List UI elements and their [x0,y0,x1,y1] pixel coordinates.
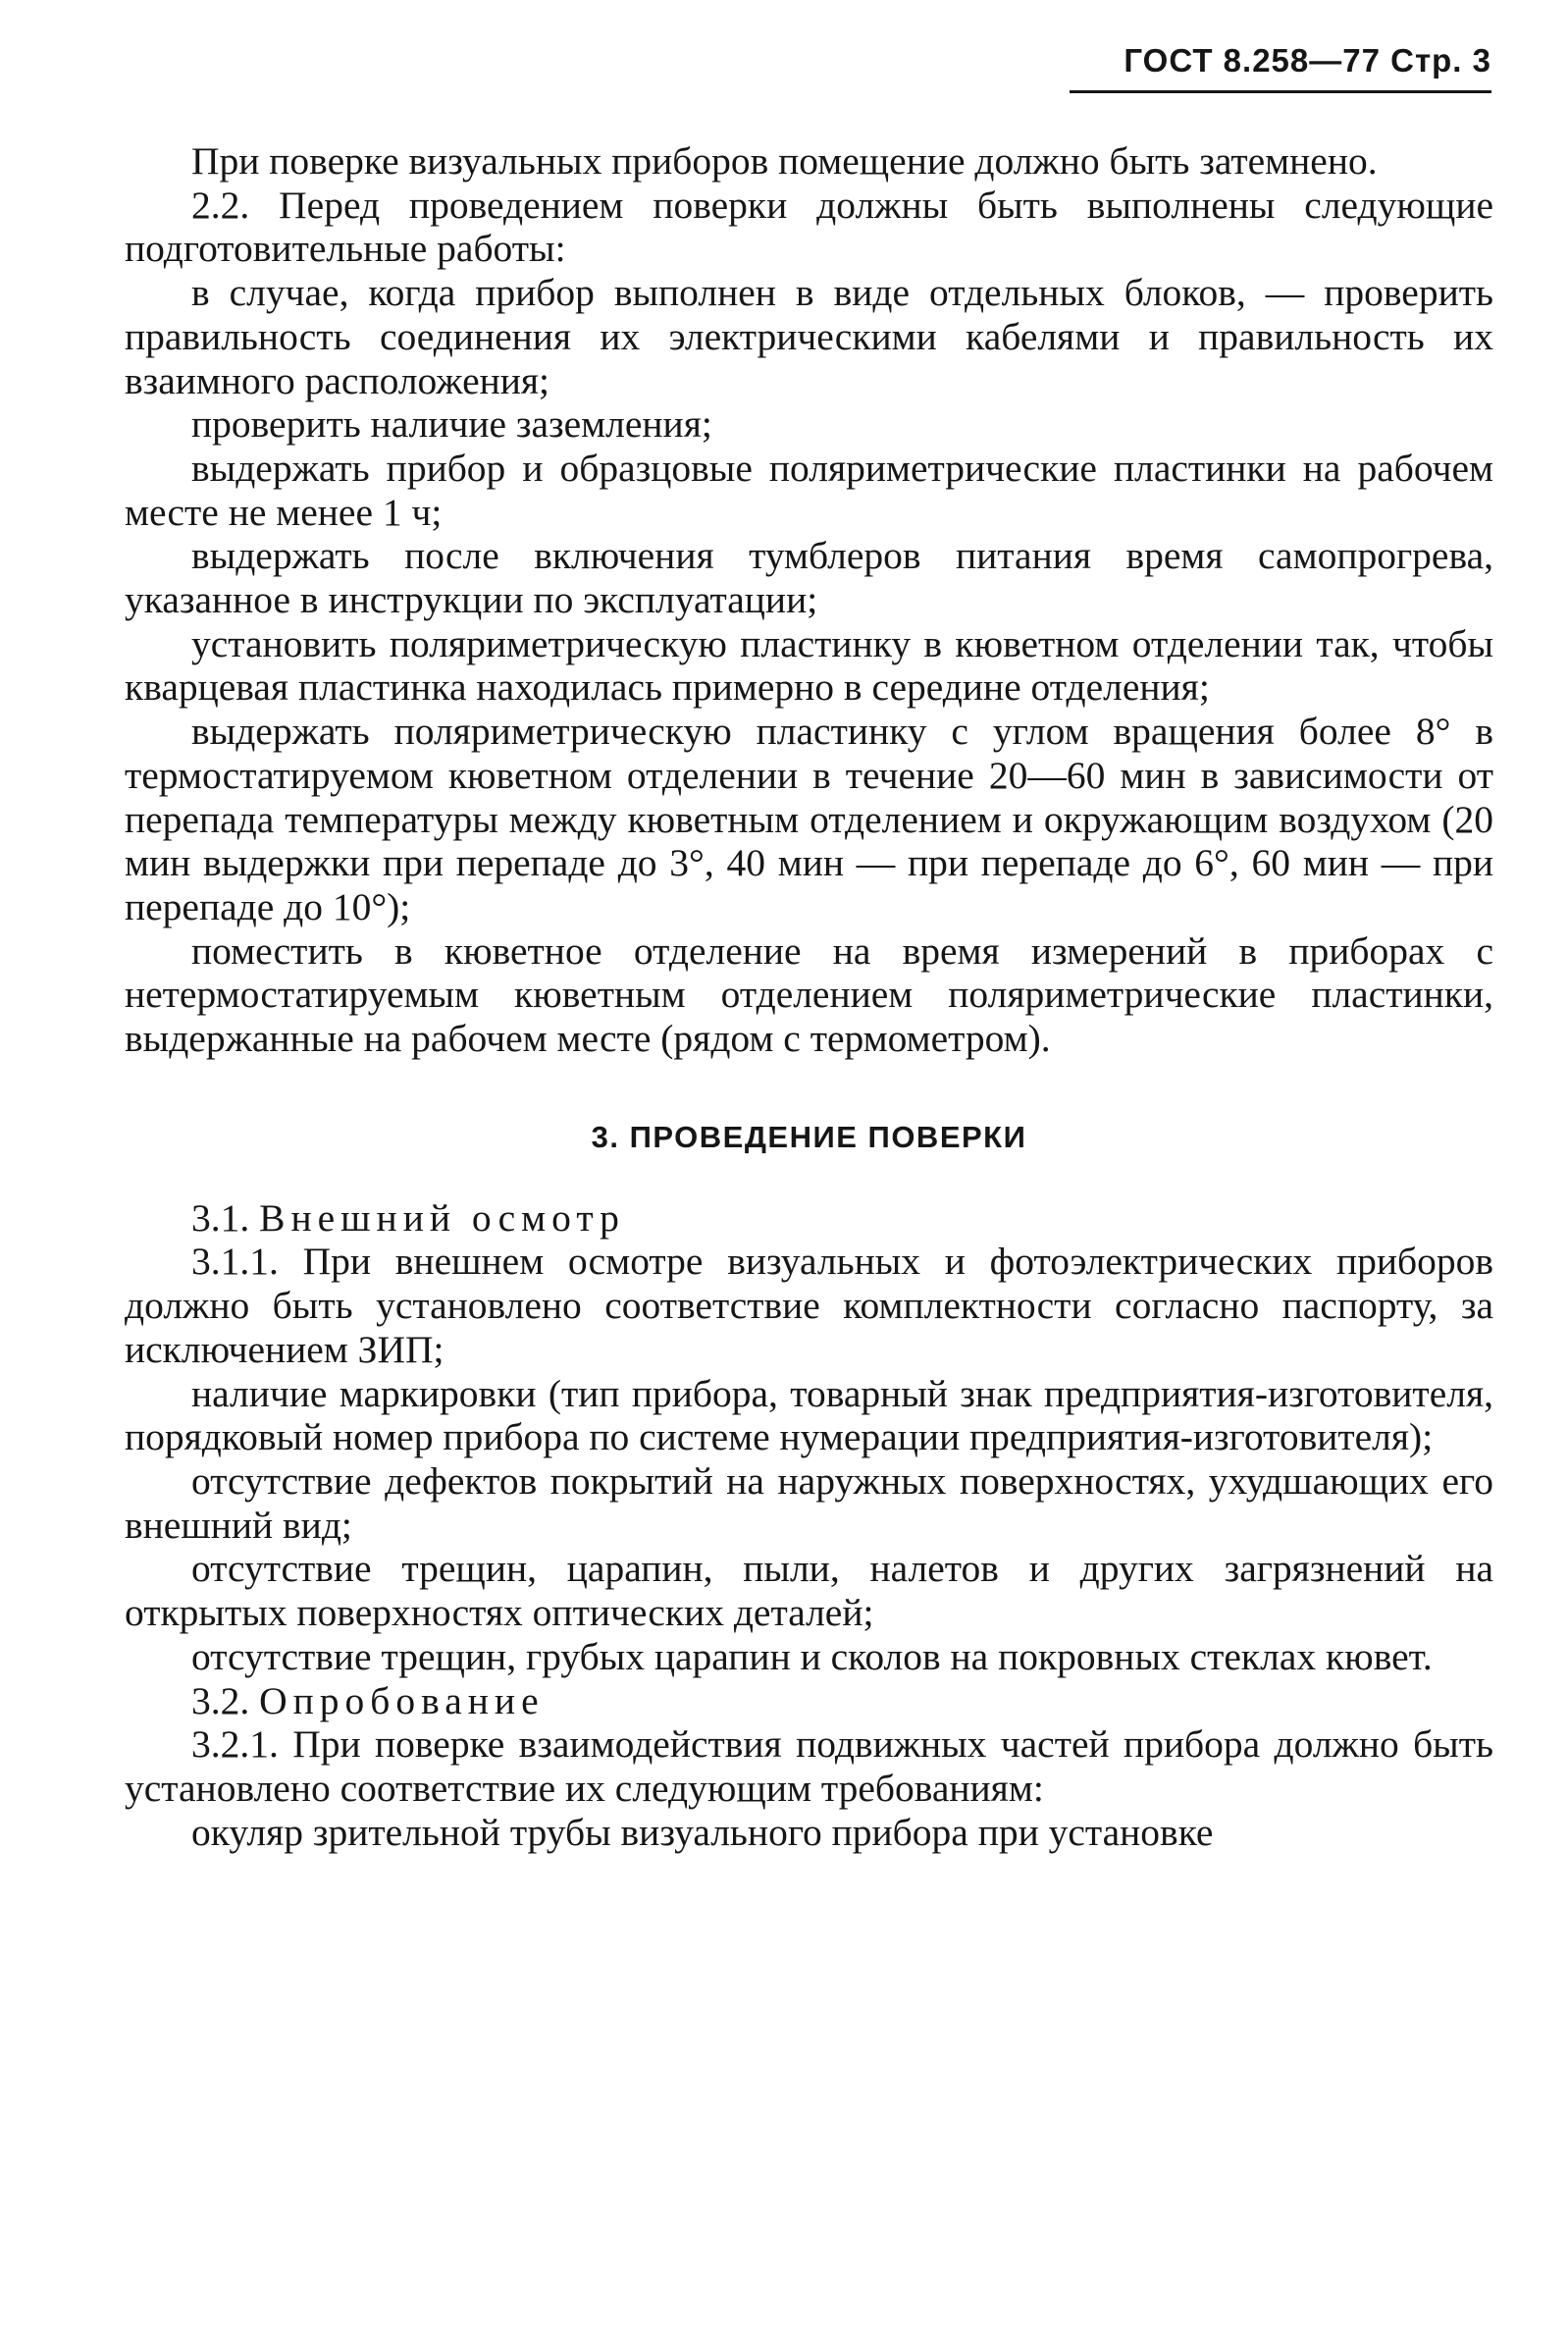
page-number: Стр. 3 [1390,42,1491,79]
subsection-name: Опробование [259,1678,545,1722]
paragraph: выдержать поляриметрическую пластинку с углом вращения более 8° в термостатируемом кюветном отделении в течение 20—60 мин в зависимости от перепада температуры между кюветным отделением и окружающим воздухом (20 мин выдержки при перепаде до 3°, 40 мин — при перепаде до 6°, 60 мин — при перепаде до 10°); [125,710,1493,928]
paragraph: проверить наличие заземления; [191,402,712,447]
paragraph: 3.2.1. При поверке взаимодействия подвижных частей прибора должно быть установлено соответствие их следующим требованиям: [125,1722,1493,1810]
paragraph: поместить в кюветное отделение на время измерений в приборах с нетермостатируемым кюветным отделением поляриметрические пластинки, выдержанные на рабочем месте (рядом с термометром). [125,928,1493,1061]
page-header [1070,41,1491,93]
paragraph: отсутствие дефектов покрытий на наружных поверхностях, ухудшающих его внешний вид; [125,1458,1493,1547]
subsection-name: Внешний осмотр [259,1195,625,1240]
paragraph: 3.1.1. При внешнем осмотре визуальных и фотоэлектрических приборов должно быть установлено соответствие комплектности согласно паспорту, за исключением ЗИП; [125,1240,1493,1371]
subsection-title [125,1679,1493,1723]
subsection-number: 3.1. [191,1195,250,1240]
paragraph: выдержать после включения тумблеров питания время самопрогрева, указанное в инструкции по эксплуатации; [125,534,1493,622]
section-heading: 3. ПРОВЕДЕНИЕ ПОВЕРКИ [591,1119,1027,1154]
standard-number: ГОСТ 8.258—77 [1124,42,1381,79]
paragraph: наличие маркировки (тип прибора, товарный знак предприятия-изготовителя, порядковый номер прибора по системе нумерации предприятия-изготовителя); [125,1371,1493,1459]
paragraph: отсутствие трещин, царапин, пыли, налетов и других загрязнений на открытых поверхностях оптических деталей; [125,1547,1493,1635]
paragraph: окуляр зрительной трубы визуального прибора при установке [191,1810,1214,1854]
paragraph: установить поляриметрическую пластинку в кюветном отделении так, чтобы кварцевая пластинка находилась примерно в середине отделения; [125,621,1493,710]
paragraph: При поверке визуальных приборов помещение должно быть затемнено. [191,139,1378,183]
subsection-title [125,1196,1493,1241]
paragraph: отсутствие трещин, грубых царапин и сколов на покровных стеклах кювет. [191,1634,1433,1678]
paragraph: в случае, когда прибор выполнен в виде отдельных блоков, — проверить правильность соединения их электрическими кабелями и правильность их взаимного расположения; [125,271,1493,402]
page-body [125,139,1493,1854]
paragraph: выдержать прибор и образцовые поляриметрические пластинки на рабочем месте не менее 1 ч; [125,446,1493,534]
paragraph: 2.2. Перед проведением поверки должны быть выполнены следующие подготовительные работы: [125,183,1493,271]
subsection-number: 3.2. [191,1678,250,1722]
